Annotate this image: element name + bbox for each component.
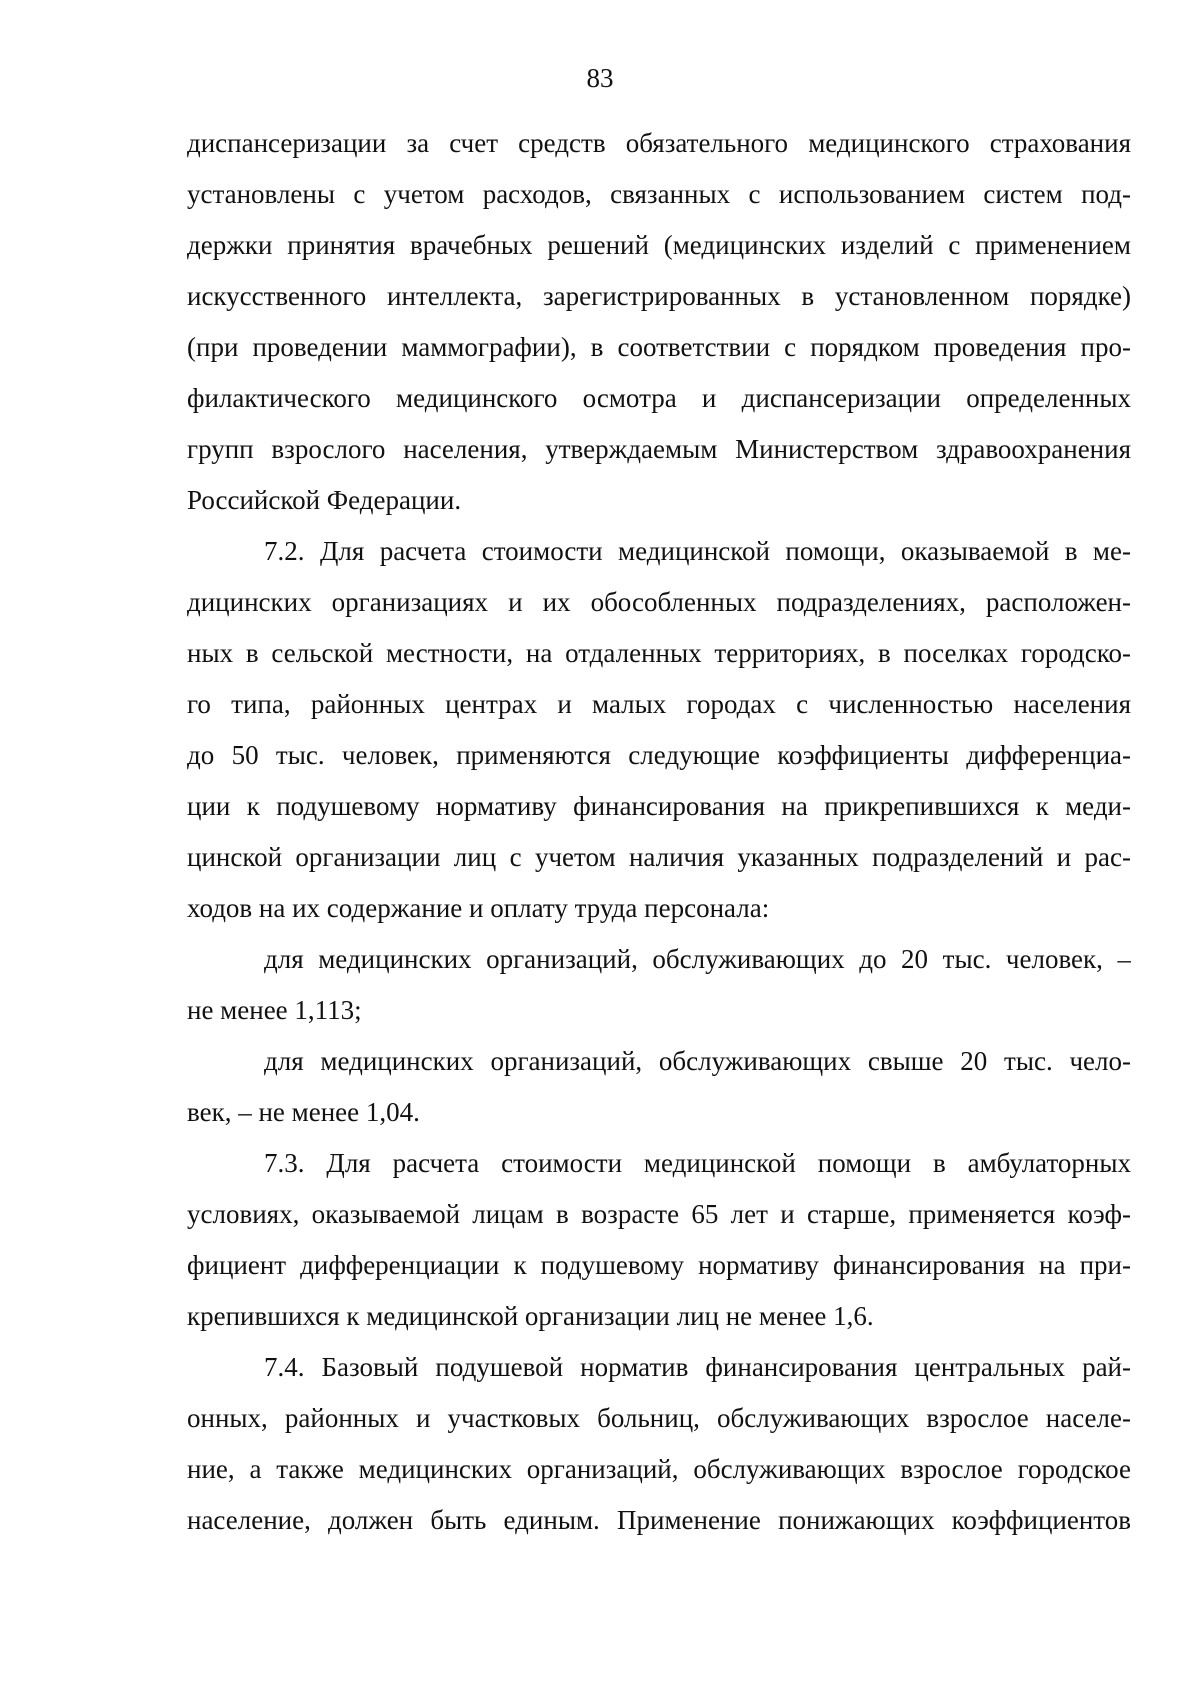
document-body xyxy=(187,118,1131,1546)
text-line: 7.3. Для расчета стоимости медицинской помощи в амбулаторных xyxy=(264,1148,1131,1178)
text-line: искусственного интеллекта, зарегистрированных в установленном порядке) xyxy=(187,281,1131,311)
text-line: Российской Федерации. xyxy=(187,485,462,515)
text-line: до 50 тыс. человек, применяются следующие коэффициенты дифференциа- xyxy=(187,740,1131,770)
text-line: для медицинских организаций, обслуживающих до 20 тыс. человек, – xyxy=(264,944,1131,974)
text-line: век, – не менее 1,04. xyxy=(187,1097,420,1127)
text-line: онных, районных и участковых больниц, обслуживающих взрослое населе- xyxy=(187,1403,1131,1433)
text-line: ции к подушевому нормативу финансирования на прикрепившихся к меди- xyxy=(187,791,1131,821)
text-line: крепившихся к медицинской организации лиц не менее 1,6. xyxy=(187,1301,874,1331)
text-line: ходов на их содержание и оплату труда персонала: xyxy=(187,893,770,923)
text-line: не менее 1,113; xyxy=(187,995,362,1025)
text-line: установлены с учетом расходов, связанных с использованием систем под- xyxy=(187,179,1131,209)
text-line: условиях, оказываемой лицам в возрасте 65 лет и старше, применяется коэф- xyxy=(187,1199,1131,1229)
text-line: филактического медицинского осмотра и диспансеризации определенных xyxy=(187,383,1131,413)
text-line: го типа, районных центрах и малых городах с численностью населения xyxy=(187,689,1131,719)
text-line: цинской организации лиц с учетом наличия указанных подразделений и рас- xyxy=(187,842,1131,872)
text-line: групп взрослого населения, утверждаемым Министерством здравоохранения xyxy=(187,434,1131,464)
text-line: фициент дифференциации к подушевому нормативу финансирования на при- xyxy=(187,1250,1131,1280)
text-line: (при проведении маммографии), в соответствии с порядком проведения про- xyxy=(187,332,1131,362)
text-line: ных в сельской местности, на отдаленных территориях, в поселках городско- xyxy=(187,638,1131,668)
page-number: 83 xyxy=(586,63,614,93)
text-line: 7.4. Базовый подушевой норматив финансирования центральных рай- xyxy=(264,1352,1131,1382)
text-line: диспансеризации за счет средств обязательного медицинского страхования xyxy=(187,128,1131,158)
text-line: население, должен быть единым. Применение понижающих коэффициентов xyxy=(187,1505,1131,1535)
text-line: держки принятия врачебных решений (медицинских изделий с применением xyxy=(187,230,1131,260)
text-line: ние, а также медицинских организаций, обслуживающих взрослое городское xyxy=(187,1454,1131,1484)
text-line: для медицинских организаций, обслуживающих свыше 20 тыс. чело- xyxy=(264,1046,1131,1076)
text-line: дицинских организациях и их обособленных подразделениях, расположен- xyxy=(187,587,1131,617)
text-line: 7.2. Для расчета стоимости медицинской помощи, оказываемой в ме- xyxy=(264,536,1131,566)
